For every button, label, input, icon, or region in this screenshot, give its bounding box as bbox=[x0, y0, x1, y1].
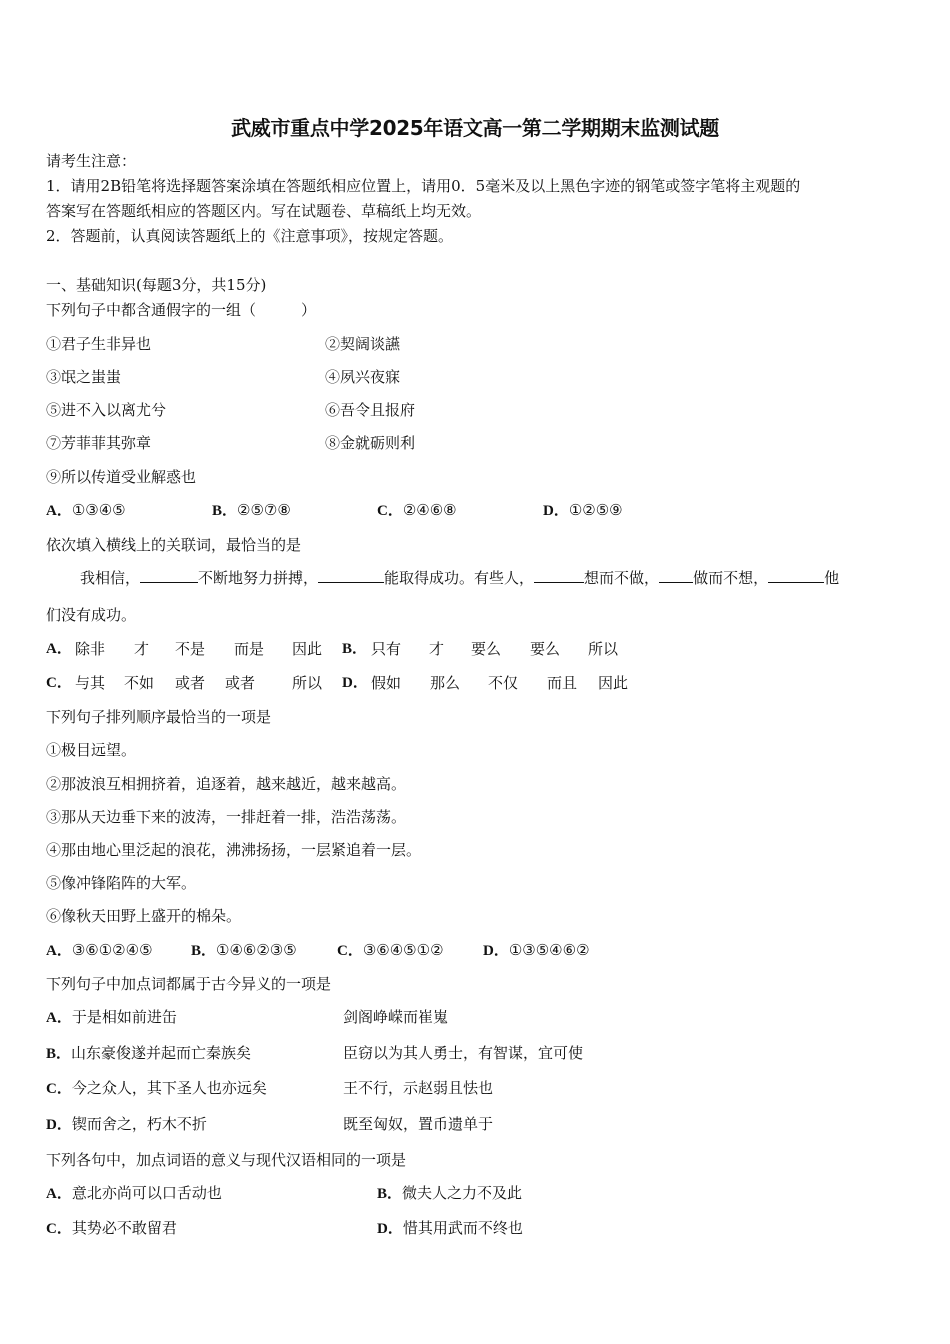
q3-option-c[interactable] bbox=[337, 940, 444, 961]
notice-item-2: 2．答题前，认真阅读答题纸上的《注意事项》，按规定答题。 bbox=[46, 227, 454, 245]
q3-item-3: ③那从天边垂下来的波涛，一排赶着一排，浩浩荡荡。 bbox=[46, 808, 407, 826]
option-word: 而是 bbox=[234, 640, 265, 658]
fill-blank-4[interactable] bbox=[659, 568, 693, 583]
q4-option-b-right: 臣窃以为其人勇士，有智谋，宜可使 bbox=[343, 1044, 584, 1062]
option-word: 所以 bbox=[292, 674, 323, 692]
q5-stem: 下列各句中，加点词语的意义与现代汉语相同的一项是 bbox=[46, 1151, 407, 1169]
notice-item-1-line-2: 答案写在答题纸相应的答题区内。写在试题卷、草稿纸上均无效。 bbox=[46, 202, 482, 220]
notice-item-1-line-1: 1．请用2B铅笔将选择题答案涂填在答题纸相应位置上，请用0．5毫米及以上黑色字迹的钢笔或签字笔将主观题的 bbox=[46, 177, 801, 195]
q4-option-b[interactable] bbox=[46, 1043, 251, 1064]
fill-blank-3[interactable] bbox=[534, 568, 584, 583]
option-letter: A． bbox=[46, 641, 72, 657]
q4-stem: 下列句子中加点词都属于古今异义的一项是 bbox=[46, 975, 332, 993]
q1-item-8: ⑧金就砺则利 bbox=[325, 434, 416, 452]
option-word: 才 bbox=[429, 640, 445, 658]
option-text: ①③④⑤ bbox=[71, 501, 126, 519]
passage-text: 我相信， bbox=[80, 569, 141, 587]
q4-option-c-right: 王不行，示赵弱且怯也 bbox=[343, 1079, 494, 1097]
q5-option-d[interactable] bbox=[377, 1218, 523, 1239]
notice-heading: 请考生注意： bbox=[46, 152, 137, 170]
option-letter: C． bbox=[46, 1221, 72, 1237]
q1-item-5: ⑤进不入以离尤兮 bbox=[46, 401, 167, 419]
q2-option-b[interactable] bbox=[342, 639, 742, 659]
option-text: 其势必不敢留君 bbox=[71, 1219, 177, 1237]
passage-text: 能取得成功。有些人， bbox=[384, 569, 535, 587]
q5-option-a[interactable] bbox=[46, 1183, 222, 1204]
option-word: 要么 bbox=[471, 640, 502, 658]
q1-item-9: ⑨所以传道受业解惑也 bbox=[46, 468, 197, 486]
option-word: 只有 bbox=[371, 640, 402, 658]
q2-stem: 依次填入横线上的关联词，最恰当的是 bbox=[46, 536, 302, 554]
option-text: ③⑥④⑤①② bbox=[362, 941, 444, 959]
option-text: 意北亦尚可以口舌动也 bbox=[71, 1184, 222, 1202]
option-word: 才 bbox=[134, 640, 150, 658]
option-text: ①③⑤④⑥② bbox=[508, 941, 590, 959]
option-text: 微夫人之力不及此 bbox=[402, 1184, 523, 1202]
section-heading: 一、基础知识(每题3分，共15分) bbox=[46, 276, 267, 294]
option-word: 不如 bbox=[124, 674, 155, 692]
q1-item-1: ①君子生非异也 bbox=[46, 335, 152, 353]
option-letter: B． bbox=[342, 641, 368, 657]
q3-stem: 下列句子排列顺序最恰当的一项是 bbox=[46, 708, 272, 726]
q4-option-c[interactable] bbox=[46, 1078, 267, 1099]
option-word: 不是 bbox=[175, 640, 206, 658]
q1-item-3: ③氓之蚩蚩 bbox=[46, 368, 122, 386]
passage-text: 做而不想， bbox=[693, 569, 769, 587]
option-letter: D． bbox=[46, 1117, 72, 1133]
option-letter: C． bbox=[377, 503, 403, 519]
q1-option-b[interactable] bbox=[212, 500, 291, 521]
option-word: 因此 bbox=[598, 674, 629, 692]
q4-option-a-right: 剑阁峥嵘而崔嵬 bbox=[343, 1008, 449, 1026]
q3-option-b[interactable] bbox=[191, 940, 297, 961]
q1-option-d[interactable] bbox=[543, 500, 623, 521]
q1-item-4: ④夙兴夜寐 bbox=[325, 368, 401, 386]
q3-item-5: ⑤像冲锋陷阵的大军。 bbox=[46, 874, 197, 892]
option-text-left: 锲而舍之，朽木不折 bbox=[71, 1115, 207, 1133]
option-word: 不仅 bbox=[488, 674, 519, 692]
option-letter: B． bbox=[377, 1186, 403, 1202]
option-text-left: 今之众人，其下圣人也亦远矣 bbox=[71, 1079, 267, 1097]
q5-option-c[interactable] bbox=[46, 1218, 177, 1239]
q4-option-d-right: 既至匈奴，置币遗单于 bbox=[343, 1115, 494, 1133]
option-letter: D． bbox=[483, 943, 509, 959]
option-word: 除非 bbox=[75, 640, 106, 658]
q3-option-d[interactable] bbox=[483, 940, 590, 961]
q3-item-1: ①极目远望。 bbox=[46, 741, 137, 759]
option-letter: C． bbox=[46, 675, 72, 691]
option-word: 而且 bbox=[547, 674, 578, 692]
option-word: 因此 bbox=[292, 640, 323, 658]
q1-option-c[interactable] bbox=[377, 500, 457, 521]
option-text: ②⑤⑦⑧ bbox=[237, 501, 291, 519]
fill-blank-1[interactable] bbox=[140, 568, 198, 583]
q1-item-7: ⑦芳菲菲其弥章 bbox=[46, 434, 152, 452]
fill-blank-2[interactable] bbox=[318, 568, 384, 583]
option-letter: B． bbox=[46, 1046, 72, 1062]
option-text: ①②⑤⑨ bbox=[568, 501, 623, 519]
q1-item-6: ⑥吾令且报府 bbox=[325, 401, 416, 419]
q3-option-a[interactable] bbox=[46, 940, 153, 961]
q3-item-2: ②那波浪互相拥挤着，追逐着，越来越近，越来越高。 bbox=[46, 775, 407, 793]
option-letter: C． bbox=[337, 943, 363, 959]
option-letter: A． bbox=[46, 943, 72, 959]
q4-option-a[interactable] bbox=[46, 1007, 177, 1028]
q1-stem: 下列句子中都含通假字的一组（ ） bbox=[46, 301, 317, 319]
option-text-left: 于是相如前进缶 bbox=[71, 1008, 177, 1026]
fill-blank-5[interactable] bbox=[768, 568, 824, 583]
option-letter: B． bbox=[191, 943, 217, 959]
option-text-left: 山东豪俊遂并起而亡秦族矣 bbox=[71, 1044, 252, 1062]
passage-text: 他 bbox=[824, 569, 840, 587]
q2-passage-line-1 bbox=[80, 568, 839, 588]
option-letter: B． bbox=[212, 503, 238, 519]
passage-text: 想而不做， bbox=[584, 569, 660, 587]
option-text: ①④⑥②③⑤ bbox=[216, 941, 297, 959]
option-letter: D． bbox=[543, 503, 569, 519]
option-word: 与其 bbox=[75, 674, 106, 692]
q2-passage-line-2: 们没有成功。 bbox=[46, 606, 137, 624]
q3-item-4: ④那由地心里泛起的浪花，沸沸扬扬，一层紧追着一层。 bbox=[46, 841, 422, 859]
option-word: 假如 bbox=[371, 674, 402, 692]
option-letter: A． bbox=[46, 1010, 72, 1026]
option-letter: C． bbox=[46, 1081, 72, 1097]
option-letter: D． bbox=[342, 675, 368, 691]
option-letter: A． bbox=[46, 503, 72, 519]
q1-option-a[interactable] bbox=[46, 500, 126, 521]
q5-option-b[interactable] bbox=[377, 1183, 522, 1204]
page-title: 武威市重点中学2025年语文高一第二学期期末监测试题 bbox=[231, 116, 719, 140]
option-word: 或者 bbox=[225, 674, 256, 692]
option-word: 那么 bbox=[430, 674, 461, 692]
q2-option-d[interactable] bbox=[342, 673, 742, 693]
q2-option-c[interactable] bbox=[46, 673, 346, 693]
option-text: ②④⑥⑧ bbox=[402, 501, 457, 519]
option-letter: D． bbox=[377, 1221, 403, 1237]
option-word: 要么 bbox=[530, 640, 561, 658]
option-word: 或者 bbox=[175, 674, 206, 692]
q3-item-6: ⑥像秋天田野上盛开的棉朵。 bbox=[46, 907, 242, 925]
option-word: 所以 bbox=[588, 640, 619, 658]
q1-item-2: ②契阔谈讌 bbox=[325, 335, 401, 353]
option-text: 惜其用武而不终也 bbox=[402, 1219, 523, 1237]
q4-option-d[interactable] bbox=[46, 1114, 207, 1135]
option-letter: A． bbox=[46, 1186, 72, 1202]
passage-text: 不断地努力拼搏， bbox=[198, 569, 319, 587]
option-text: ③⑥①②④⑤ bbox=[71, 941, 153, 959]
